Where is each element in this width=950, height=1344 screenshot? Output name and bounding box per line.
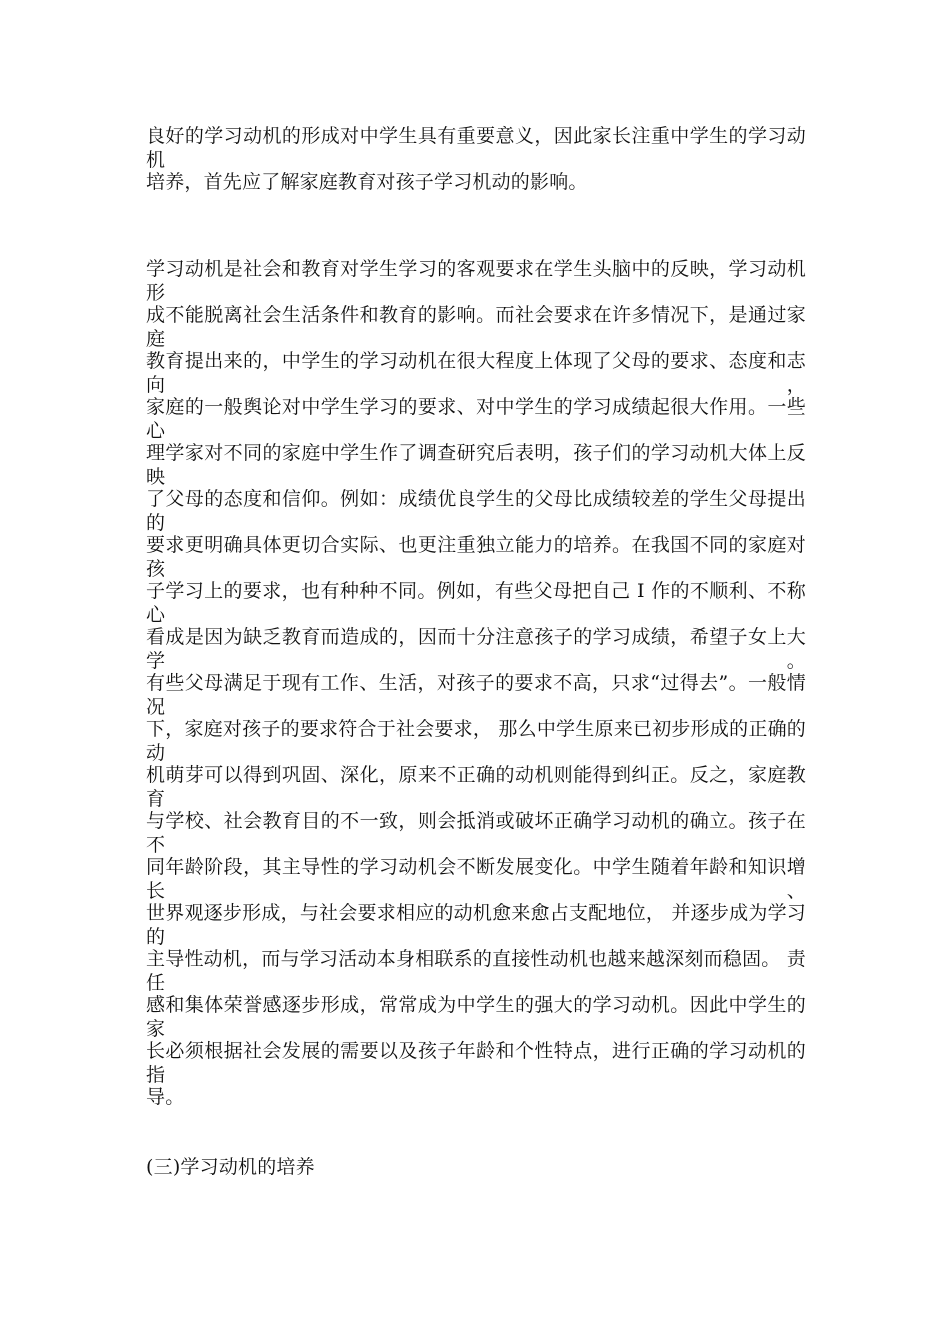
paragraph-2-line-1: 学习动机是社会和教育对学生学习的客观要求在学生头脑中的反映，学习动机形: [146, 258, 806, 304]
paragraph-1-line-1: 良好的学习动机的形成对中学生具有重要意义，因此家长注重中学生的学习动机: [146, 125, 806, 171]
paragraph-2-line-11: 下，家庭对孩子的要求符合于社会要求， 那么中学生原来已初步形成的正确的动: [146, 718, 806, 764]
paragraph-2-line-8: 子学习上的要求，也有种种不同。例如，有些父母把自己 I 作的不顺利、不称心: [146, 580, 806, 626]
paragraph-2-line-7: 要求更明确具体更切合实际、也更注重独立能力的培养。在我国不同的家庭对孩: [146, 534, 806, 580]
paragraph-2-line-2: 成不能脱离社会生活条件和教育的影响。而社会要求在许多情况下，是通过家庭: [146, 304, 806, 350]
paragraph-2-line-16: 主导性动机，而与学习活动本身相联系的直接性动机也越来越深刻而稳固。 责任: [146, 948, 806, 994]
paragraph-2-line-5: 理学家对不同的家庭中学生作了调查研究后表明，孩子们的学习动机大体上反映: [146, 442, 806, 488]
paragraph-2-line-17: 感和集体荣誉感逐步形成，常常成为中学生的强大的学习动机。因此中学生的家: [146, 994, 806, 1040]
paragraph-2-line-9: 看成是因为缺乏教育而造成的，因而十分注意孩子的学习成绩，希望子女上大学。: [146, 626, 806, 672]
paragraph-2-line-6: 了父母的态度和信仰。例如：成绩优良学生的父母比成绩较差的学生父母提出的: [146, 488, 806, 534]
paragraph-2-line-13: 与学校、社会教育目的不一致，则会抵消或破坏正确学习动机的确立。孩子在不: [146, 810, 806, 856]
paragraph-2-line-14: 同年龄阶段，其主导性的学习动机会不断发展变化。中学生随着年龄和知识增长、: [146, 856, 806, 902]
paragraph-2-line-12: 机萌芽可以得到巩固、深化，原来不正确的动机则能得到纠正。反之，家庭教育: [146, 764, 806, 810]
paragraph-2-line-4: 家庭的一般舆论对中学生学习的要求、对中学生的学习成绩起很大作用。一些心: [146, 396, 806, 442]
paragraph-2-line-18: 长必须根据社会发展的需要以及孩子年龄和个性特点，进行正确的学习动机的指: [146, 1040, 806, 1086]
paragraph-2-line-19: 导。: [146, 1086, 185, 1108]
paragraph-1-line-2: 培养，首先应了解家庭教育对孩子学习机动的影响。: [146, 171, 588, 193]
paragraph-2-line-10: 有些父母满足于现有工作、生活，对孩子的要求不高，只求“过得去”。一般情况: [146, 672, 806, 718]
paragraph-2-line-15: 世界观逐步形成，与社会要求相应的动机愈来愈占支配地位， 并逐步成为学习的: [146, 902, 806, 948]
section-heading: (三)学习动机的培养: [146, 1156, 315, 1178]
paragraph-2-line-3: 教育提出来的，中学生的学习动机在很大程度上体现了父母的要求、态度和志向，: [146, 350, 806, 396]
